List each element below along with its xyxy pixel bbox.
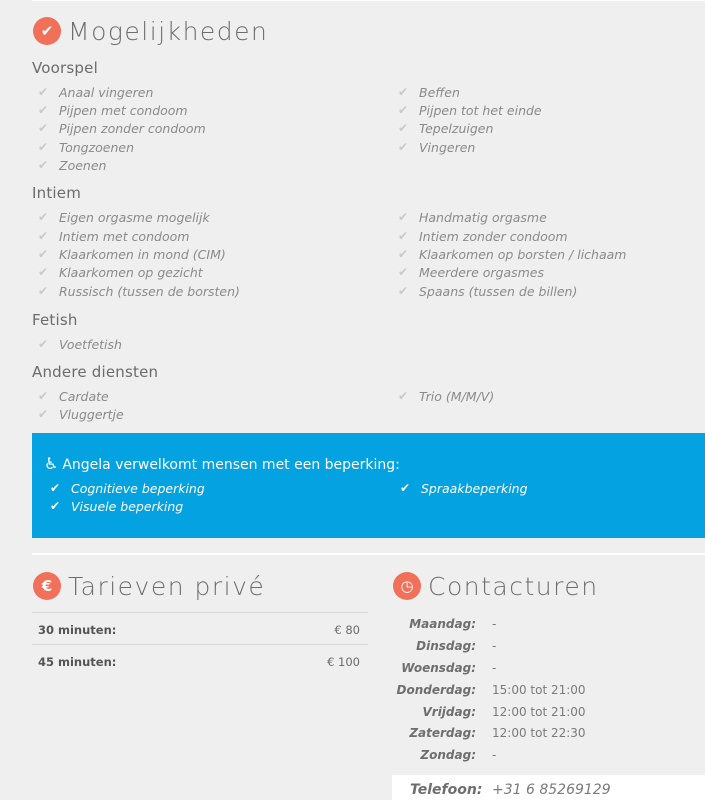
list-item: ✔ Vingeren [398,140,476,155]
check-icon: ✔ [38,265,49,279]
phone-label: Telefoon: [410,782,483,798]
day-label: Maandag: [409,617,476,631]
day-hours: 12:00 tot 21:00 [492,705,586,719]
check-icon: ✔ [38,337,49,351]
rate-price: € 80 [334,623,360,637]
day-hours: - [492,748,497,762]
list-item: ✔ Eigen orgasme mogelijk [38,210,210,225]
list-item: ✔ Handmatig orgasme [398,210,547,225]
list-item: ✔ Cardate [38,389,109,404]
check-icon: ✔ [38,121,49,135]
category-voorspel: Voorspel [32,59,98,77]
list-item: ✔ Spraakbeperking [400,481,528,496]
check-icon: ✔ [398,121,409,135]
list-item: ✔ Pijpen zonder condoom [38,121,206,136]
wheelchair-icon: ♿ [44,454,59,473]
check-icon: ✔ [38,407,49,421]
list-item: ✔ Pijpen tot het einde [398,103,542,118]
list-item: ✔ Tongzoenen [38,140,135,155]
check-icon: ✔ [38,284,49,298]
day-hours: - [492,617,497,631]
check-icon: ✔ [38,210,49,224]
day-label: Zondag: [420,748,476,762]
check-icon: ✔ [38,158,49,172]
category-intiem: Intiem [32,184,82,202]
check-icon: ✔ [398,140,409,154]
list-item: ✔ Spaans (tussen de billen) [398,284,578,299]
list-item: ✔ Voetfetish [38,337,122,352]
list-item: ✔ Anaal vingeren [38,85,154,100]
check-icon: ✔ [38,140,49,154]
day-label: Dinsdag: [416,639,476,653]
day-label: Zaterdag: [409,726,476,740]
category-andere-diensten: Andere diensten [32,363,159,381]
check-icon: ✔ [50,481,61,495]
list-item: ✔ Visuele beperking [50,499,184,514]
list-item: ✔ Beffen [398,85,460,100]
accessibility-heading: ♿ Angela verwelkomt mensen met een beperking: [44,454,400,473]
list-item: ✔ Vluggertje [38,407,124,422]
check-icon: ✔ [38,389,49,403]
accessibility-panel [32,433,705,538]
check-icon: ✔ [398,229,409,243]
list-item: ✔ Intiem met condoom [38,229,190,244]
check-icon: ✔ [38,229,49,243]
check-icon: ✔ [38,247,49,261]
day-hours: 15:00 tot 21:00 [492,683,586,697]
check-icon: ✔ [400,481,411,495]
rate-price: € 100 [327,655,360,669]
list-item: ✔ Trio (M/M/V) [398,389,495,404]
day-hours: - [492,639,497,653]
list-item: ✔ Zoenen [38,158,107,173]
check-circle-icon: ✔ [33,17,61,45]
check-icon: ✔ [398,389,409,403]
list-item: ✔ Klaarkomen op gezicht [38,265,203,280]
section-divider [32,553,705,555]
list-item: ✔ Russisch (tussen de borsten) [38,284,240,299]
mogelijkheden-title: Mogelijkheden [68,17,269,46]
euro-icon: € [33,572,61,600]
check-icon: ✔ [398,85,409,99]
clock-icon: ◷ [393,572,421,600]
check-icon: ✔ [398,247,409,261]
list-item: ✔ Intiem zonder condoom [398,229,568,244]
list-item: ✔ Meerdere orgasmes [398,265,545,280]
top-divider [32,0,705,1]
phone-link[interactable]: +31 6 85269129 [492,782,611,798]
list-item: ✔ Cognitieve beperking [50,481,205,496]
list-item: ✔ Pijpen met condoom [38,103,188,118]
check-icon: ✔ [398,210,409,224]
check-icon: ✔ [38,85,49,99]
check-icon: ✔ [398,265,409,279]
list-item: ✔ Klaarkomen op borsten / lichaam [398,247,627,262]
check-icon: ✔ [398,284,409,298]
day-label: Donderdag: [396,683,476,697]
list-item: ✔ Tepelzuigen [398,121,494,136]
rate-label: 45 minuten: [38,655,117,669]
check-icon: ✔ [398,103,409,117]
day-hours: - [492,661,497,675]
table-row [32,644,368,676]
table-row [32,612,368,644]
contacturen-title: Contacturen [428,572,599,601]
list-item: ✔ Klaarkomen in mond (CIM) [38,247,226,262]
category-fetish: Fetish [32,311,78,329]
day-label: Vrijdag: [422,705,476,719]
check-icon: ✔ [50,499,61,513]
day-label: Woensdag: [401,661,476,675]
check-icon: ✔ [38,103,49,117]
tarieven-title: Tarieven privé [68,572,266,601]
day-hours: 12:00 tot 22:30 [492,726,586,740]
rate-label: 30 minuten: [38,623,117,637]
